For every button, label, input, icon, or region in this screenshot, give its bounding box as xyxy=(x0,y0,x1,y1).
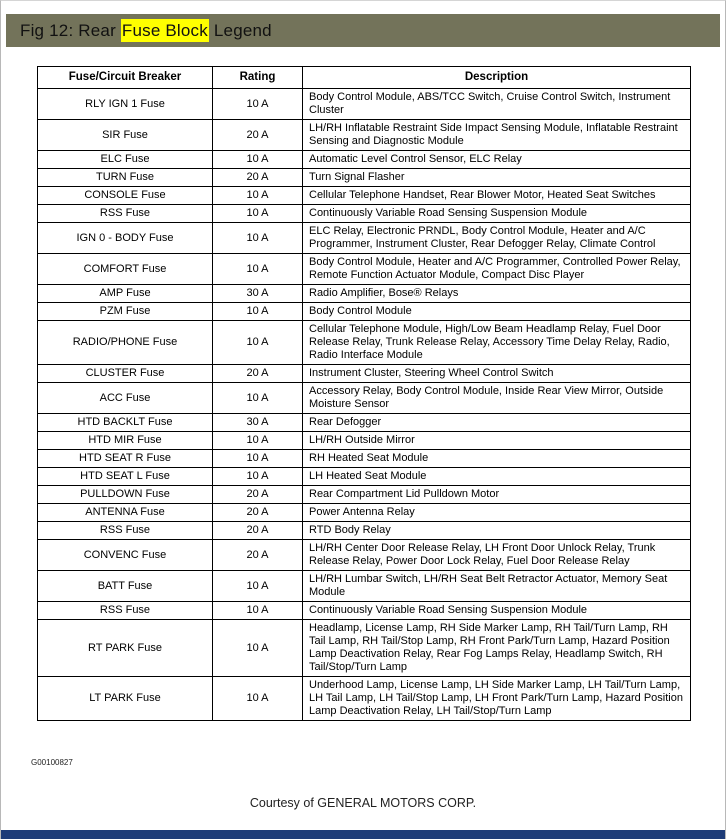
table-row xyxy=(38,540,691,571)
description-cell: Instrument Cluster, Steering Wheel Control Switch xyxy=(303,365,691,383)
fuse-name-cell: HTD BACKLT Fuse xyxy=(38,414,213,432)
rating-cell: 10 A xyxy=(213,254,303,285)
description-cell: Body Control Module, Heater and A/C Programmer, Controlled Power Relay, Remote Function Actuator Module, Compact Disc Player xyxy=(303,254,691,285)
rating-cell: 10 A xyxy=(213,205,303,223)
description-cell: Continuously Variable Road Sensing Suspension Module xyxy=(303,205,691,223)
fuse-name-cell: CONSOLE Fuse xyxy=(38,187,213,205)
fuse-name-cell: PULLDOWN Fuse xyxy=(38,486,213,504)
description-cell: Cellular Telephone Handset, Rear Blower Motor, Heated Seat Switches xyxy=(303,187,691,205)
table-row xyxy=(38,169,691,187)
table-row xyxy=(38,504,691,522)
rating-cell: 10 A xyxy=(213,432,303,450)
fuse-name-cell: IGN 0 - BODY Fuse xyxy=(38,223,213,254)
fuse-table-body xyxy=(38,89,691,721)
table-row xyxy=(38,450,691,468)
figure-code: G00100827 xyxy=(31,758,73,767)
fuse-name-cell: RSS Fuse xyxy=(38,522,213,540)
fuse-name-cell: COMFORT Fuse xyxy=(38,254,213,285)
rating-cell: 10 A xyxy=(213,602,303,620)
rating-cell: 10 A xyxy=(213,571,303,602)
table-row xyxy=(38,151,691,169)
table-row xyxy=(38,120,691,151)
description-cell: LH/RH Outside Mirror xyxy=(303,432,691,450)
description-cell: ELC Relay, Electronic PRNDL, Body Control Module, Heater and A/C Programmer, Instrument Cluster, Rear Defogger Relay, Climate Control xyxy=(303,223,691,254)
description-cell: Turn Signal Flasher xyxy=(303,169,691,187)
fuse-name-cell: RADIO/PHONE Fuse xyxy=(38,321,213,365)
description-cell: Body Control Module xyxy=(303,303,691,321)
rating-cell: 10 A xyxy=(213,321,303,365)
rating-cell: 20 A xyxy=(213,365,303,383)
description-cell: RH Heated Seat Module xyxy=(303,450,691,468)
window-bottom-edge xyxy=(1,830,725,839)
table-row xyxy=(38,321,691,365)
rating-cell: 10 A xyxy=(213,303,303,321)
fuse-name-cell: HTD SEAT R Fuse xyxy=(38,450,213,468)
table-row xyxy=(38,285,691,303)
fuse-legend-table xyxy=(37,66,691,721)
col-header-fuse: Fuse/Circuit Breaker xyxy=(38,67,213,89)
fuse-name-cell: SIR Fuse xyxy=(38,120,213,151)
description-cell: Radio Amplifier, Bose® Relays xyxy=(303,285,691,303)
fuse-name-cell: CONVENC Fuse xyxy=(38,540,213,571)
table-row xyxy=(38,365,691,383)
fuse-name-cell: ANTENNA Fuse xyxy=(38,504,213,522)
fuse-name-cell: AMP Fuse xyxy=(38,285,213,303)
rating-cell: 10 A xyxy=(213,677,303,721)
description-cell: Body Control Module, ABS/TCC Switch, Cruise Control Switch, Instrument Cluster xyxy=(303,89,691,120)
rating-cell: 30 A xyxy=(213,414,303,432)
description-cell: LH/RH Center Door Release Relay, LH Front Door Unlock Relay, Trunk Release Relay, Power Door Lock Relay, Fuel Door Release Relay xyxy=(303,540,691,571)
rating-cell: 10 A xyxy=(213,223,303,254)
fuse-name-cell: ACC Fuse xyxy=(38,383,213,414)
table-row xyxy=(38,677,691,721)
fuse-name-cell: PZM Fuse xyxy=(38,303,213,321)
rating-cell: 20 A xyxy=(213,540,303,571)
table-row xyxy=(38,187,691,205)
table-row xyxy=(38,223,691,254)
header-row xyxy=(38,67,691,89)
rating-cell: 20 A xyxy=(213,120,303,151)
col-header-description: Description xyxy=(303,67,691,89)
rating-cell: 10 A xyxy=(213,450,303,468)
description-cell: LH/RH Lumbar Switch, LH/RH Seat Belt Retractor Actuator, Memory Seat Module xyxy=(303,571,691,602)
description-cell: Rear Defogger xyxy=(303,414,691,432)
rating-cell: 10 A xyxy=(213,187,303,205)
description-cell: LH Heated Seat Module xyxy=(303,468,691,486)
fuse-name-cell: HTD MIR Fuse xyxy=(38,432,213,450)
table-row xyxy=(38,620,691,677)
fuse-name-cell: RSS Fuse xyxy=(38,602,213,620)
rating-cell: 20 A xyxy=(213,486,303,504)
table-row xyxy=(38,254,691,285)
table-row xyxy=(38,432,691,450)
rating-cell: 20 A xyxy=(213,522,303,540)
description-cell: RTD Body Relay xyxy=(303,522,691,540)
description-cell: Underhood Lamp, License Lamp, LH Side Marker Lamp, LH Tail/Turn Lamp, LH Tail Lamp, LH Tail/Stop Lamp, LH Front Park/Turn Lamp, Hazard Position Lamp Deactivation Relay, LH Tail/Stop/Turn Lamp xyxy=(303,677,691,721)
fuse-name-cell: BATT Fuse xyxy=(38,571,213,602)
fuse-name-cell: CLUSTER Fuse xyxy=(38,365,213,383)
figure-title-bar xyxy=(6,14,720,47)
table-row xyxy=(38,383,691,414)
description-cell: Power Antenna Relay xyxy=(303,504,691,522)
rating-cell: 30 A xyxy=(213,285,303,303)
table-row xyxy=(38,468,691,486)
rating-cell: 10 A xyxy=(213,383,303,414)
figure-title-suffix: Legend xyxy=(208,21,272,40)
fuse-name-cell: HTD SEAT L Fuse xyxy=(38,468,213,486)
fuse-name-cell: RT PARK Fuse xyxy=(38,620,213,677)
courtesy-line: Courtesy of GENERAL MOTORS CORP. xyxy=(249,796,477,810)
description-cell: Continuously Variable Road Sensing Suspension Module xyxy=(303,602,691,620)
description-cell: Rear Compartment Lid Pulldown Motor xyxy=(303,486,691,504)
table-row xyxy=(38,414,691,432)
description-cell: LH/RH Inflatable Restraint Side Impact Sensing Module, Inflatable Restraint Sensing and Diagnostic Module xyxy=(303,120,691,151)
description-cell: Headlamp, License Lamp, RH Side Marker Lamp, RH Tail/Turn Lamp, RH Tail Lamp, RH Tail/Stop Lamp, RH Front Park/Turn Lamp, Hazard Position Lamp Deactivation Relay, Rear Fog Lamps Relay, Headlamp Switch, RH Tail/Stop/Turn Lamp xyxy=(303,620,691,677)
rating-cell: 20 A xyxy=(213,504,303,522)
fuse-name-cell: TURN Fuse xyxy=(38,169,213,187)
fuse-name-cell: RSS Fuse xyxy=(38,205,213,223)
fuse-name-cell: LT PARK Fuse xyxy=(38,677,213,721)
rating-cell: 10 A xyxy=(213,620,303,677)
col-header-rating: Rating xyxy=(213,67,303,89)
figure-title-highlight: Fuse Block xyxy=(121,21,208,40)
description-cell: Accessory Relay, Body Control Module, Inside Rear View Mirror, Outside Moisture Sensor xyxy=(303,383,691,414)
rating-cell: 10 A xyxy=(213,468,303,486)
figure-title-prefix: Fig 12: Rear xyxy=(20,21,121,40)
table-row xyxy=(38,303,691,321)
fuse-name-cell: RLY IGN 1 Fuse xyxy=(38,89,213,120)
rating-cell: 10 A xyxy=(213,89,303,120)
table-row xyxy=(38,571,691,602)
table-row xyxy=(38,89,691,120)
description-cell: Cellular Telephone Module, High/Low Beam Headlamp Relay, Fuel Door Release Relay, Trunk Release Relay, Accessory Time Delay Relay, Radio, Radio Interface Module xyxy=(303,321,691,365)
table-row xyxy=(38,486,691,504)
fuse-table-header xyxy=(38,67,691,89)
table-row xyxy=(38,522,691,540)
fuse-name-cell: ELC Fuse xyxy=(38,151,213,169)
table-row xyxy=(38,602,691,620)
description-cell: Automatic Level Control Sensor, ELC Relay xyxy=(303,151,691,169)
rating-cell: 20 A xyxy=(213,169,303,187)
rating-cell: 10 A xyxy=(213,151,303,169)
table-row xyxy=(38,205,691,223)
